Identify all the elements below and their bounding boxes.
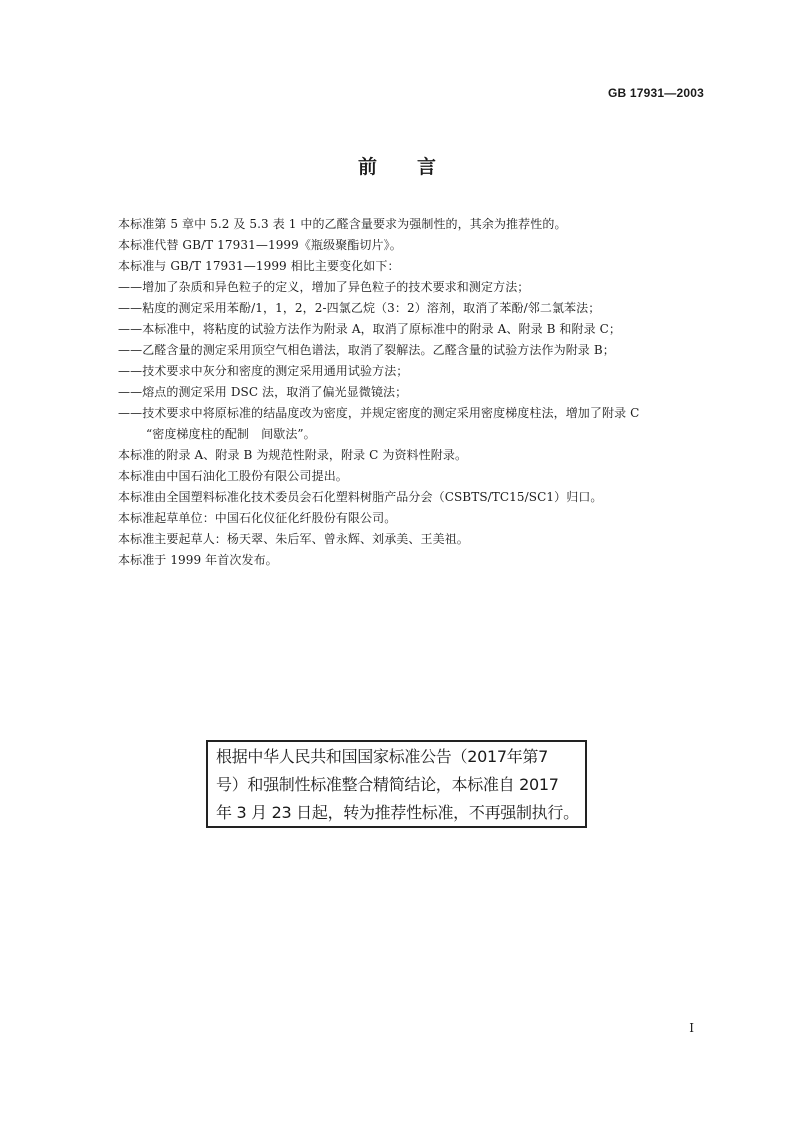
change-item-continuation: “密度梯度柱的配制 间歇法”。 bbox=[146, 427, 316, 441]
change-item: ——本标准中，将粘度的试验方法作为附录 A，取消了原标准中的附录 A、附录 B 和附录 C； bbox=[118, 322, 622, 336]
change-item: ——技术要求中灰分和密度的测定采用通用试验方法； bbox=[118, 364, 409, 378]
paragraph-first-issue: 本标准于 1999 年首次发布。 bbox=[118, 553, 278, 567]
change-item: ——乙醛含量的测定采用顶空气相色谱法，取消了裂解法。乙醛含量的试验方法作为附录 B； bbox=[118, 343, 615, 357]
paragraph-drafters: 本标准主要起草人：杨天翠、朱后军、曾永辉、刘承美、王美祖。 bbox=[118, 532, 469, 546]
paragraph-proposed-by: 本标准由中国石油化工股份有限公司提出。 bbox=[118, 469, 348, 483]
paragraph-centralized-by: 本标准由全国塑料标准化技术委员会石化塑料树脂产品分会（CSBTS/TC15/SC1）归口。 bbox=[118, 490, 603, 504]
paragraph-replaces: 本标准代替 GB/T 17931—1999《瓶级聚酯切片》。 bbox=[118, 238, 402, 252]
paragraph-mandatory-scope: 本标准第 5 章中 5.2 及 5.3 表 1 中的乙醛含量要求为强制性的，其余为推荐性的。 bbox=[118, 217, 567, 231]
change-item: ——熔点的测定采用 DSC 法，取消了偏光显微镜法； bbox=[118, 385, 408, 399]
foreword-body bbox=[118, 214, 713, 571]
notice-line: 年 3 月 23 日起，转为推荐性标准，不再强制执行。 bbox=[216, 803, 579, 822]
paragraph-drafting-unit: 本标准起草单位：中国石化仪征化纤股份有限公司。 bbox=[118, 511, 397, 525]
paragraph-changes-intro: 本标准与 GB/T 17931—1999 相比主要变化如下： bbox=[118, 259, 400, 273]
paragraph-annexes: 本标准的附录 A、附录 B 为规范性附录，附录 C 为资料性附录。 bbox=[118, 448, 468, 462]
page-number: I bbox=[689, 1021, 694, 1035]
notice-line: 号）和强制性标准整合精简结论，本标准自 2017 bbox=[216, 775, 559, 794]
standard-code: GB 17931—2003 bbox=[608, 86, 704, 100]
change-item: ——增加了杂质和异色粒子的定义，增加了异色粒子的技术要求和测定方法； bbox=[118, 280, 530, 294]
change-item: ——粘度的测定采用苯酚/1，1，2，2-四氯乙烷（3：2）溶剂，取消了苯酚/邻二氯苯法； bbox=[118, 301, 601, 315]
change-item: ——技术要求中将原标准的结晶度改为密度，并规定密度的测定采用密度梯度柱法，增加了附录 C bbox=[118, 406, 640, 420]
page-title: 前言 bbox=[357, 156, 476, 178]
notice-stamp-box bbox=[206, 740, 587, 828]
notice-line: 根据中华人民共和国国家标准公告（2017年第7 bbox=[216, 747, 548, 766]
